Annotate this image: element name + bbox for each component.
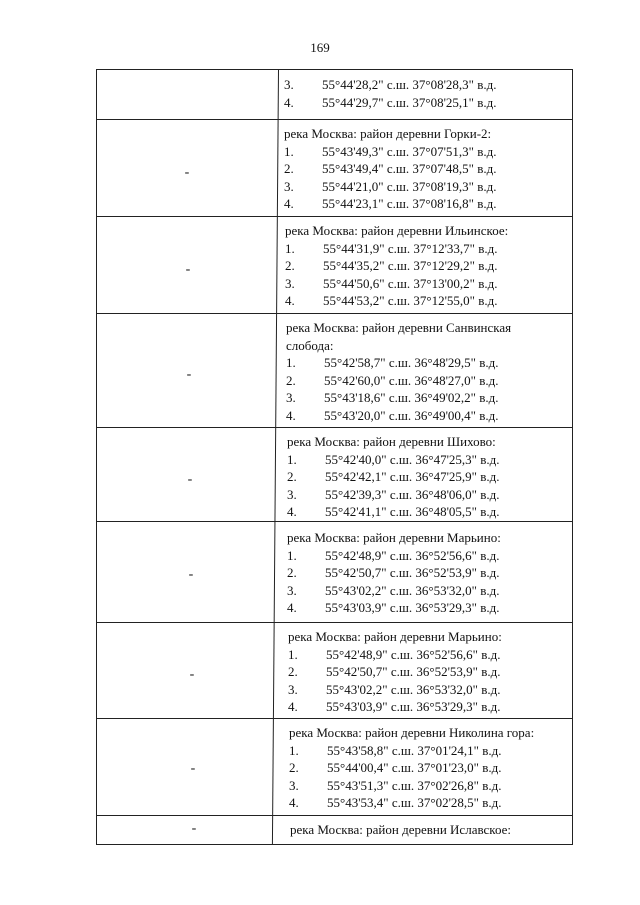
empty-cell-dash: -: [191, 821, 197, 836]
location-heading: река Москва: район деревни Марьино:: [287, 530, 501, 545]
point-number: 4.: [287, 504, 297, 520]
coordinate-line: [289, 742, 568, 760]
coordinate-line: [287, 468, 568, 486]
coordinate-line: [284, 195, 568, 213]
point-number: 2.: [288, 664, 298, 680]
coordinate-value: 55°43'53,4" с.ш. 37°02'28,5" в.д.: [327, 795, 502, 811]
empty-cell-dash: -: [186, 367, 192, 382]
empty-cell-dash: -: [187, 472, 193, 487]
coordinate-value: 55°44'00,4" с.ш. 37°01'23,0" в.д.: [327, 760, 502, 776]
coordinate-value: 55°42'60,0" с.ш. 36°48'27,0" в.д.: [324, 372, 499, 388]
coordinate-value: 55°42'48,9" с.ш. 36°52'56,6" в.д.: [325, 547, 500, 563]
coordinate-value: 55°42'50,7" с.ш. 36°52'53,9" в.д.: [326, 664, 501, 680]
coordinate-line: [287, 486, 568, 504]
point-number: 1.: [284, 143, 294, 159]
point-number: 2.: [287, 565, 297, 581]
coordinate-line: [284, 160, 568, 178]
coordinate-value: 55°44'53,2" с.ш. 37°12'55,0" в.д.: [323, 293, 498, 309]
location-heading: река Москва: район деревни Санвинская: [286, 320, 512, 335]
point-number: 4.: [288, 699, 298, 715]
point-number: 1.: [288, 646, 298, 662]
point-number: 3.: [287, 486, 297, 502]
coordinate-line: [287, 547, 568, 565]
point-number: 2.: [287, 469, 297, 485]
empty-cell-dash: -: [185, 262, 191, 277]
location-cell: [286, 319, 568, 425]
coordinate-value: 55°44'35,2" с.ш. 37°12'29,2" в.д.: [323, 258, 498, 274]
table-row: [97, 216, 572, 314]
table-row: [97, 427, 572, 522]
empty-cell-dash: -: [188, 567, 194, 582]
coordinate-line: [286, 389, 568, 407]
point-number: 4.: [287, 600, 297, 616]
coordinate-value: 55°44'23,1" с.ш. 37°08'16,8" в.д.: [322, 196, 497, 212]
point-number: 2.: [285, 258, 295, 274]
table-row: [97, 521, 572, 623]
coordinate-line: [287, 451, 568, 469]
location-heading: река Москва: район деревни Горки-2:: [284, 126, 492, 141]
location-cell: [290, 821, 568, 839]
coordinate-line: [284, 143, 568, 161]
point-number: 2.: [286, 372, 296, 388]
coordinate-line: [288, 646, 568, 664]
table-row: [97, 313, 572, 428]
coordinate-line: [289, 759, 568, 777]
page-number: 169: [310, 40, 330, 55]
coordinate-line: [286, 407, 568, 425]
coordinate-line: [285, 240, 568, 258]
location-cell: [284, 76, 568, 111]
coordinate-value: 55°42'58,7" с.ш. 36°48'29,5" в.д.: [324, 355, 499, 371]
location-cell: [285, 222, 568, 310]
coordinate-line: [286, 354, 568, 372]
coordinates-table: [96, 69, 573, 845]
coordinate-line: [284, 76, 568, 94]
coordinate-value: 55°43'49,4" с.ш. 37°07'48,5" в.д.: [322, 161, 497, 177]
empty-cell-dash: -: [189, 667, 195, 682]
location-heading: река Москва: район деревни Иславское:: [290, 822, 511, 837]
coordinate-line: [285, 292, 568, 310]
point-number: 3.: [287, 582, 297, 598]
coordinate-value: 55°42'41,1" с.ш. 36°48'05,5" в.д.: [325, 504, 500, 520]
point-number: 1.: [287, 547, 297, 563]
location-heading: река Москва: район деревни Шихово:: [287, 434, 496, 449]
coordinate-line: [289, 794, 568, 812]
coordinate-value: 55°42'48,9" с.ш. 36°52'56,6" в.д.: [326, 646, 501, 662]
coordinate-value: 55°43'03,9" с.ш. 36°53'29,3" в.д.: [325, 600, 500, 616]
coordinate-value: 55°44'21,0" с.ш. 37°08'19,3" в.д.: [322, 178, 497, 194]
coordinate-value: 55°43'18,6" с.ш. 36°49'02,2" в.д.: [324, 390, 499, 406]
location-cell: [288, 628, 568, 716]
coordinate-value: 55°42'40,0" с.ш. 36°47'25,3" в.д.: [325, 451, 500, 467]
location-heading: река Москва: район деревни Ильинское:: [285, 223, 509, 238]
location-cell: [289, 724, 568, 812]
coordinate-value: 55°43'49,3" с.ш. 37°07'51,3" в.д.: [322, 143, 497, 159]
point-number: 1.: [287, 451, 297, 467]
location-cell: [284, 125, 568, 213]
point-number: 2.: [284, 161, 294, 177]
coordinate-line: [289, 777, 568, 795]
table-row: [97, 119, 572, 217]
coordinate-line: [288, 698, 568, 716]
point-number: 3.: [289, 777, 299, 793]
point-number: 4.: [284, 196, 294, 212]
coordinate-line: [288, 681, 568, 699]
point-number: 2.: [289, 760, 299, 776]
table-row: [97, 815, 572, 846]
point-number: 4.: [285, 293, 295, 309]
coordinate-value: 55°44'31,9" с.ш. 37°12'33,7" в.д.: [323, 240, 498, 256]
point-number: 3.: [284, 178, 294, 194]
coordinate-value: 55°44'29,7" с.ш. 37°08'25,1" в.д.: [322, 94, 497, 110]
table-row: [97, 70, 572, 120]
coordinate-value: 55°44'28,2" с.ш. 37°08'28,3" в.д.: [322, 77, 497, 92]
coordinate-line: [287, 599, 568, 617]
coordinate-value: 55°43'20,0" с.ш. 36°49'00,4" в.д.: [324, 407, 499, 423]
point-number: 3.: [284, 77, 294, 92]
coordinate-value: 55°42'50,7" с.ш. 36°52'53,9" в.д.: [325, 565, 500, 581]
coordinate-line: [287, 582, 568, 600]
location-cell: [287, 529, 568, 617]
point-number: 3.: [288, 681, 298, 697]
coordinate-value: 55°43'03,9" с.ш. 36°53'29,3" в.д.: [326, 699, 501, 715]
coordinate-value: 55°43'51,3" с.ш. 37°02'26,8" в.д.: [327, 777, 502, 793]
coordinate-value: 55°43'58,8" с.ш. 37°01'24,1" в.д.: [327, 742, 502, 758]
coordinate-line: [286, 372, 568, 390]
table-row: [97, 622, 572, 719]
point-number: 1.: [286, 355, 296, 371]
coordinate-value: 55°42'42,1" с.ш. 36°47'25,9" в.д.: [325, 469, 500, 485]
coordinate-value: 55°43'02,2" с.ш. 36°53'32,0" в.д.: [325, 582, 500, 598]
point-number: 3.: [286, 390, 296, 406]
coordinate-line: [284, 178, 568, 196]
location-heading: слобода:: [286, 337, 334, 353]
coordinate-value: 55°44'50,6" с.ш. 37°13'00,2" в.д.: [323, 275, 498, 291]
coordinate-value: 55°43'02,2" с.ш. 36°53'32,0" в.д.: [326, 681, 501, 697]
location-cell: [287, 433, 568, 521]
coordinate-line: [284, 94, 568, 112]
coordinate-line: [288, 663, 568, 681]
coordinate-line: [287, 564, 568, 582]
coordinate-line: [285, 257, 568, 275]
point-number: 4.: [286, 407, 296, 423]
coordinate-value: 55°42'39,3" с.ш. 36°48'06,0" в.д.: [325, 486, 500, 502]
point-number: 4.: [289, 795, 299, 811]
point-number: 3.: [285, 275, 295, 291]
point-number: 4.: [284, 94, 294, 110]
location-heading: река Москва: район деревни Николина гора:: [289, 725, 535, 740]
coordinate-line: [285, 275, 568, 293]
table-row: [97, 718, 572, 816]
empty-cell-dash: -: [190, 761, 196, 776]
empty-cell-dash: -: [184, 165, 190, 180]
coordinate-line: [287, 503, 568, 521]
point-number: 1.: [285, 240, 295, 256]
point-number: 1.: [289, 742, 299, 758]
location-heading: река Москва: район деревни Марьино:: [288, 629, 502, 644]
